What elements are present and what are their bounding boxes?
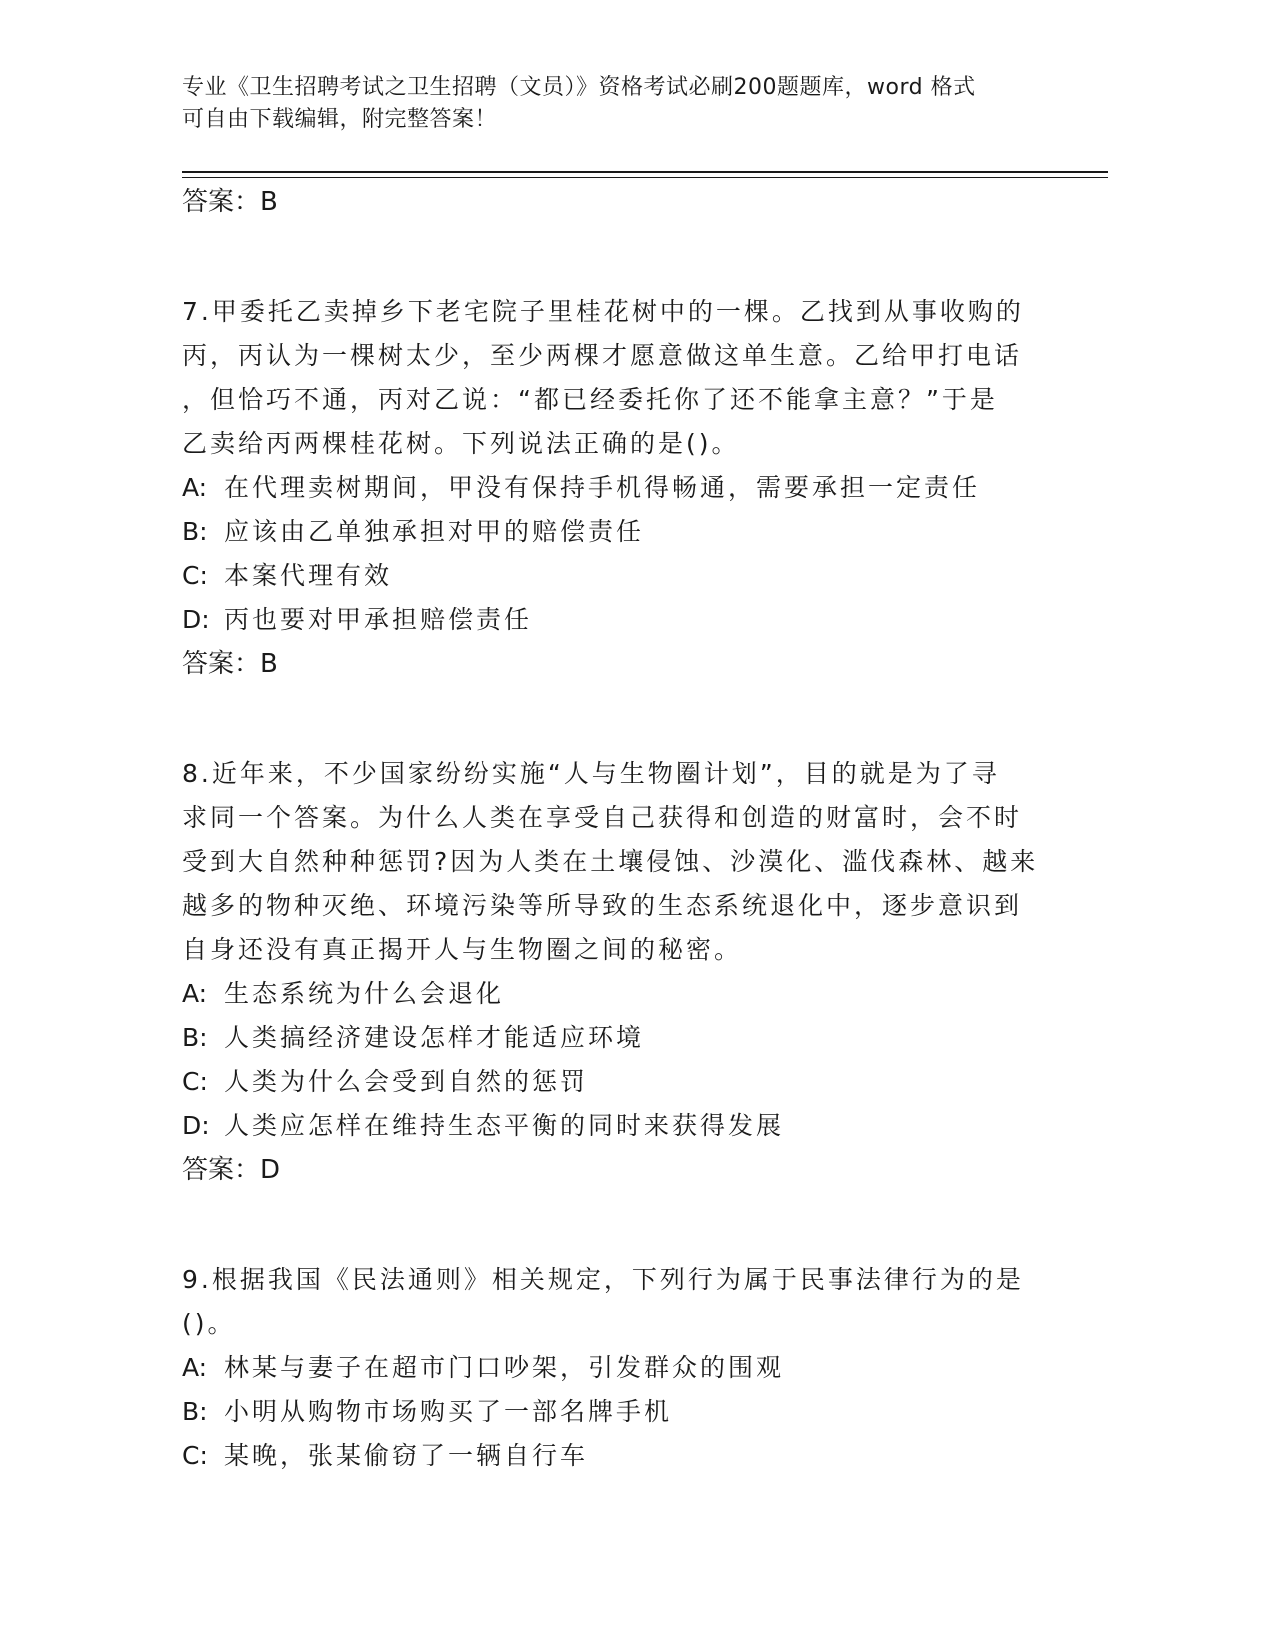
stem-line: 越多的物种灭绝、环境污染等所导致的生态系统退化中，逐步意识到 xyxy=(182,891,1023,920)
option-d xyxy=(182,598,1042,642)
option-key: A: xyxy=(182,979,208,1008)
question-8 xyxy=(182,752,1042,1192)
option-text: 某晚，张某偷窃了一辆自行车 xyxy=(224,1441,589,1470)
option-text: 人类应怎样在维持生态平衡的同时来获得发展 xyxy=(224,1111,785,1140)
document-header xyxy=(182,72,1042,136)
header-rule-thick xyxy=(182,171,1108,173)
stem-line: ，但恰巧不通，丙对乙说：“都已经委托你了还不能拿主意？”于是 xyxy=(182,385,998,414)
answer-value: B xyxy=(260,649,278,679)
option-text: 本案代理有效 xyxy=(224,561,393,590)
option-c xyxy=(182,554,1042,598)
answer-line xyxy=(182,1148,1042,1192)
question-stem xyxy=(182,752,1042,972)
question-stem xyxy=(182,290,1042,466)
stem-line: 丙，丙认为一棵树太少，至少两棵才愿意做这单生意。乙给甲打电话 xyxy=(182,341,1023,370)
answer-line xyxy=(182,642,1042,686)
answer-prefix: 答案： xyxy=(182,649,261,679)
option-text: 人类搞经济建设怎样才能适应环境 xyxy=(224,1023,645,1052)
question-stem xyxy=(182,1258,1042,1346)
option-key: C: xyxy=(182,1441,208,1470)
answer-line xyxy=(182,180,1042,224)
option-key: B: xyxy=(182,1023,208,1052)
stem-line: 8.近年来，不少国家纷纷实施“人与生物圈计划”，目的就是为了寻 xyxy=(182,759,1000,788)
answer-value: D xyxy=(260,1155,281,1185)
option-text: 丙也要对甲承担赔偿责任 xyxy=(224,605,533,634)
option-c xyxy=(182,1060,1042,1104)
option-b xyxy=(182,510,1042,554)
header-line-2: 可自由下载编辑，附完整答案！ xyxy=(182,107,498,132)
header-line-1: 专业《卫生招聘考试之卫生招聘（文员）》资格考试必刷200题题库，word 格式 xyxy=(182,75,976,100)
option-text: 人类为什么会受到自然的惩罚 xyxy=(224,1067,589,1096)
stem-line: 自身还没有真正揭开人与生物圈之间的秘密。 xyxy=(182,935,743,964)
option-key: A: xyxy=(182,1353,208,1382)
stem-line: 乙卖给丙两棵桂花树。下列说法正确的是()。 xyxy=(182,429,740,458)
stem-line: 7.甲委托乙卖掉乡下老宅院子里桂花树中的一棵。乙找到从事收购的 xyxy=(182,297,1024,326)
answer-prefix: 答案： xyxy=(182,1155,261,1185)
option-a xyxy=(182,466,1042,510)
option-key: B: xyxy=(182,1397,208,1426)
option-key: B: xyxy=(182,517,208,546)
option-a xyxy=(182,972,1042,1016)
option-key: D: xyxy=(182,605,210,634)
option-b xyxy=(182,1390,1042,1434)
option-key: A: xyxy=(182,473,208,502)
stem-line: 9.根据我国《民法通则》相关规定，下列行为属于民事法律行为的是 xyxy=(182,1265,1024,1294)
option-c xyxy=(182,1434,1042,1478)
answer-value: B xyxy=(260,187,278,217)
option-a xyxy=(182,1346,1042,1390)
option-key: D: xyxy=(182,1111,210,1140)
header-rule-thin xyxy=(182,177,1108,178)
answer-prefix: 答案： xyxy=(182,187,261,217)
option-d xyxy=(182,1104,1042,1148)
option-text: 小明从购物市场购买了一部名牌手机 xyxy=(224,1397,673,1426)
option-key: C: xyxy=(182,561,208,590)
question-list xyxy=(182,180,1042,1478)
option-text: 在代理卖树期间，甲没有保持手机得畅通，需要承担一定责任 xyxy=(224,473,981,502)
stem-line: 受到大自然种种惩罚?因为人类在土壤侵蚀、沙漠化、滥伐森林、越来 xyxy=(182,847,1039,876)
question-9 xyxy=(182,1258,1042,1478)
option-key: C: xyxy=(182,1067,208,1096)
question-7 xyxy=(182,290,1042,686)
option-text: 林某与妻子在超市门口吵架，引发群众的围观 xyxy=(224,1353,785,1382)
option-text: 生态系统为什么会退化 xyxy=(224,979,505,1008)
stem-line: 求同一个答案。为什么人类在享受自己获得和创造的财富时，会不时 xyxy=(182,803,1023,832)
option-b xyxy=(182,1016,1042,1060)
stem-line: ()。 xyxy=(182,1309,236,1338)
option-text: 应该由乙单独承担对甲的赔偿责任 xyxy=(224,517,645,546)
